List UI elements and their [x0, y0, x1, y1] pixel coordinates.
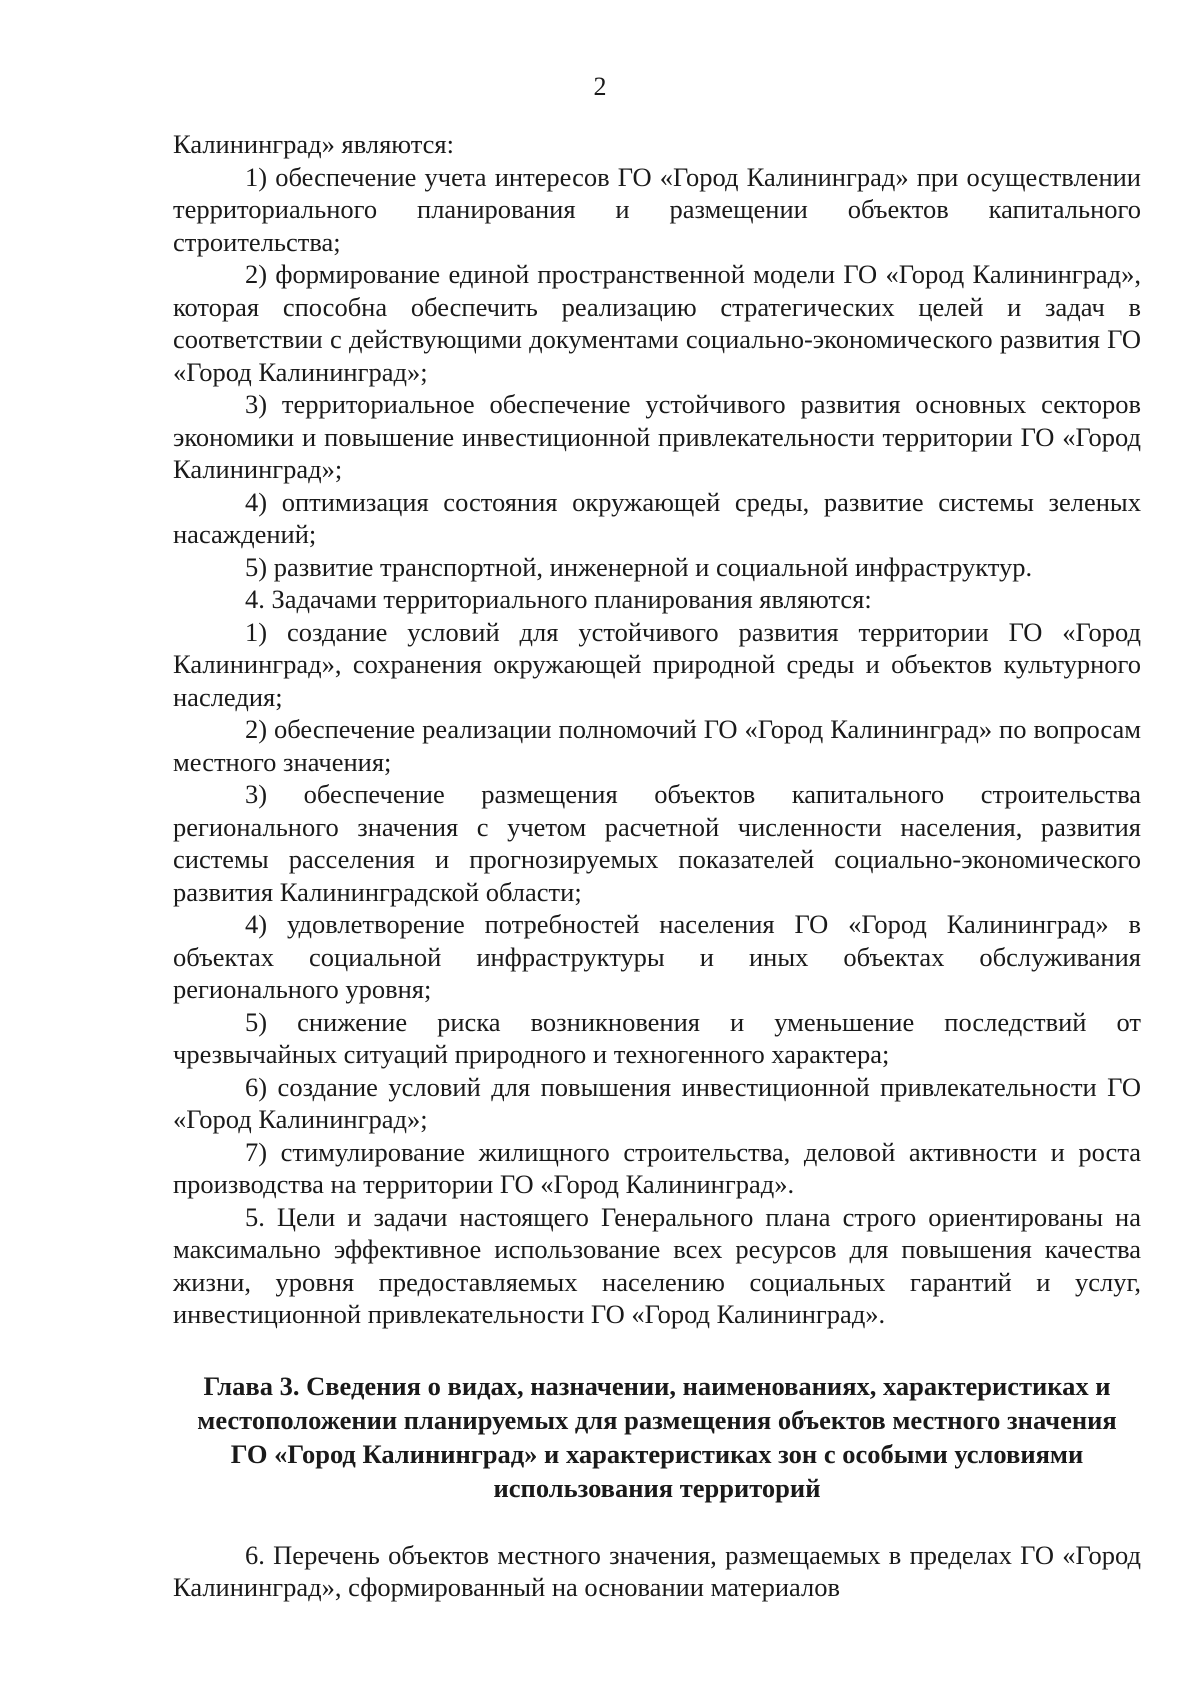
paragraph: 1) создание условий для устойчивого развития территории ГО «Город Калининград», сохранения окружающей природной среды и объектов культурного наследия;: [173, 616, 1141, 712]
page-number: 2: [593, 72, 607, 101]
paragraph: 7) стимулирование жилищного строительства, деловой активности и роста производства на территории ГО «Город Калининград».: [173, 1136, 1141, 1199]
paragraph: 6. Перечень объектов местного значения, размещаемых в пределах ГО «Город Калининград», сформированный на основании материалов: [173, 1539, 1141, 1602]
document-body: [173, 128, 1141, 1604]
chapter-heading: Глава 3. Сведения о видах, назначении, наименованиях, характеристиках и местоположении планируемых для размещения объектов местного значения ГО «Город Калининград» и характеристиках зон с особыми условиями использования территорий: [197, 1370, 1117, 1503]
paragraph: 1) обеспечение учета интересов ГО «Город Калининград» при осуществлении территориального планирования и размещении объектов капитального строительства;: [173, 161, 1141, 257]
paragraph: 5) снижение риска возникновения и уменьшение последствий от чрезвычайных ситуаций природного и техногенного характера;: [173, 1006, 1141, 1069]
paragraph: 3) территориальное обеспечение устойчивого развития основных секторов экономики и повышение инвестиционной привлекательности территории ГО «Город Калининград»;: [173, 389, 1141, 484]
paragraph: 6) создание условий для повышения инвестиционной привлекательности ГО «Город Калининград»;: [173, 1071, 1141, 1134]
paragraph: 5) развитие транспортной, инженерной и социальной инфраструктур.: [245, 551, 1033, 582]
paragraphs-after-heading: [173, 1539, 1141, 1604]
paragraphs-before-heading: [173, 128, 1141, 1331]
paragraph: 4. Задачами территориального планирования являются:: [245, 584, 872, 614]
paragraph: 5. Цели и задачи настоящего Генерального плана строго ориентированы на максимально эффективное использование всех ресурсов для повышения качества жизни, уровня предоставляемых населению социальных гарантий и услуг, инвестиционной привлекательности ГО «Город Калининград».: [173, 1201, 1141, 1329]
paragraph: Калининград» являются:: [173, 129, 454, 159]
paragraph: 4) удовлетворение потребностей населения ГО «Город Калининград» в объектах социальной инфраструктуры и иных объектах обслуживания регионального уровня;: [173, 909, 1141, 1004]
paragraph: 2) обеспечение реализации полномочий ГО «Город Калининград» по вопросам местного значения;: [173, 714, 1141, 777]
paragraph: 4) оптимизация состояния окружающей среды, развитие системы зеленых насаждений;: [173, 486, 1141, 549]
paragraph: 3) обеспечение размещения объектов капитального строительства регионального значения с учетом расчетной численности населения, развития системы расселения и прогнозируемых показателей социально-экономического развития Калининградской области;: [173, 779, 1141, 907]
paragraph: 2) формирование единой пространственной модели ГО «Город Калининград», которая способна обеспечить реализацию стратегических целей и задач в соответствии с действующими документами социально-экономического развития ГО «Город Калининград»;: [173, 259, 1141, 387]
